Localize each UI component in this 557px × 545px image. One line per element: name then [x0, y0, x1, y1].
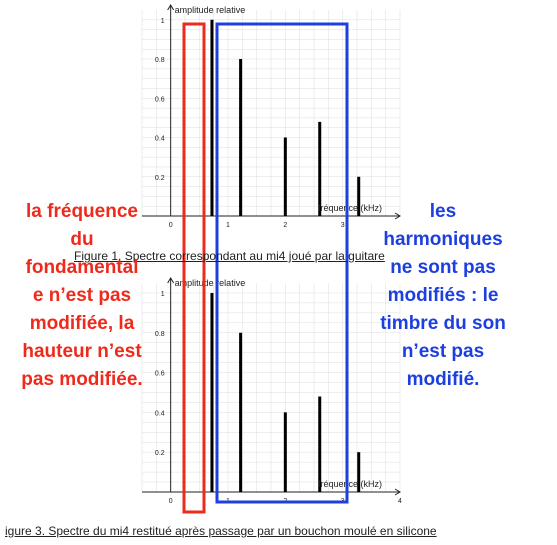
y-tick-label: 0.8 [154, 330, 165, 338]
fundamental-annotation-line: la fréquence [26, 201, 138, 222]
y-tick-label: 0.8 [154, 57, 165, 65]
harmonics-highlight-box [217, 24, 347, 502]
spectrum-chart-1 [142, 5, 400, 229]
x-tick-label: 2 [283, 498, 288, 505]
chart-1-xlabel: fréquence (kHz) [318, 203, 383, 213]
fundamental-annotation-line: du [70, 229, 94, 250]
harmonics-annotation-line: n’est pas [401, 341, 485, 362]
harmonics-annotation-line: ne sont pas [390, 257, 496, 278]
figure-1-caption: Figure 1. Spectre correspondant au mi4 joué par la guitare [74, 249, 385, 263]
y-tick-label: 0.6 [154, 96, 165, 104]
harmonics-annotation-line: modifiés : le [387, 285, 499, 306]
fundamental-annotation-line: e n’est pas [32, 285, 132, 306]
fundamental-highlight-box [184, 24, 204, 512]
chart-2-xlabel: fréquence (kHz) [318, 479, 383, 489]
x-tick-label: 3 [340, 498, 345, 505]
fundamental-annotation [2, 198, 162, 394]
x-tick-label: 4 [398, 498, 402, 505]
x-tick-label: 0 [168, 498, 173, 505]
fundamental-annotation-line: hauteur n’est [22, 341, 142, 362]
harmonics-annotation-line: timbre du son [380, 313, 506, 334]
y-tick-label: 0.4 [154, 135, 165, 143]
y-tick-label: 0.4 [154, 410, 165, 418]
y-tick-label: 0.2 [154, 450, 165, 458]
x-tick-label: 3 [340, 222, 345, 229]
chart-2-ylabel: amplitude relative [174, 278, 246, 288]
fundamental-annotation-line: modifiée, la [29, 313, 135, 334]
chart-1-grid [142, 10, 400, 216]
y-tick-label: 1 [160, 17, 165, 25]
y-tick-label: 1 [160, 290, 165, 298]
harmonics-annotation-line: les [429, 201, 457, 222]
y-tick-label: 0.2 [154, 174, 165, 182]
x-tick-label: 0 [168, 222, 173, 229]
x-tick-label: 2 [283, 222, 288, 229]
x-tick-label: 1 [226, 498, 230, 505]
x-tick-label: 1 [226, 222, 230, 229]
harmonics-annotation-line: modifié. [406, 369, 480, 390]
fundamental-annotation-line: pas modifiée. [21, 369, 143, 390]
harmonics-annotation [350, 198, 536, 394]
y-tick-label: 0.6 [154, 370, 165, 378]
harmonics-annotation-line: harmoniques [383, 229, 503, 250]
figure-3-caption: igure 3. Spectre du mi4 restitué après passage par un bouchon moulé en silicone [5, 524, 437, 538]
chart-1-ylabel: amplitude relative [174, 5, 246, 15]
fundamental-annotation-line: fondamental [25, 257, 139, 278]
